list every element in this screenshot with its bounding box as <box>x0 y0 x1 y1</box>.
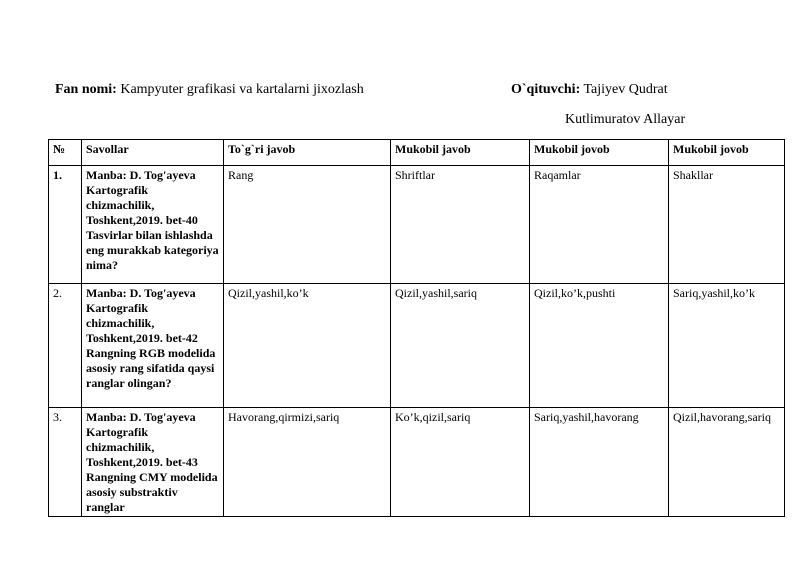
question-cell: Manba: D. Tog'ayeva Kartografik chizmachilik, Toshkent,2019. bet-40 Tasvirlar bilan ishlashda eng murakkab kategoriya nima? <box>82 166 224 284</box>
questions-table <box>48 139 785 517</box>
subject-line <box>55 81 364 98</box>
header-correct-answer: To`g`ri javob <box>224 140 391 166</box>
alt-answer-cell: Shakllar <box>669 166 785 284</box>
table-row <box>49 166 785 284</box>
question-cell: Manba: D. Tog'ayeva Kartografik chizmachilik, Toshkent,2019. bet-43 Rangning CMY modelida asosiy substraktiv ranglar <box>82 408 224 517</box>
alt-answer-cell: Qizil,yashil,sariq <box>391 284 530 408</box>
header-alt-answer-3: Mukobil jovob <box>669 140 785 166</box>
alt-answer-cell: Raqamlar <box>530 166 669 284</box>
teacher-line <box>511 81 668 98</box>
correct-answer-cell: Qizil,yashil,ko’k <box>224 284 391 408</box>
correct-answer-cell: Rang <box>224 166 391 284</box>
alt-answer-cell: Sariq,yashil,havorang <box>530 408 669 517</box>
header-alt-answer-1: Mukobil javob <box>391 140 530 166</box>
row-number: 1. <box>49 166 82 284</box>
alt-answer-cell: Qizil,ko’k,pushti <box>530 284 669 408</box>
table-row <box>49 408 785 517</box>
alt-answer-cell: Ko’k,qizil,sariq <box>391 408 530 517</box>
alt-answer-cell: Sariq,yashil,ko’k <box>669 284 785 408</box>
correct-answer-cell: Havorang,qirmizi,sariq <box>224 408 391 517</box>
alt-answer-cell: Qizil,havorang,sariq <box>669 408 785 517</box>
table-row <box>49 284 785 408</box>
teacher-line-2: Kutlimuratov Allayar <box>565 112 686 127</box>
teacher-label: O`qituvchi: <box>511 82 581 97</box>
alt-answer-cell: Shriftlar <box>391 166 530 284</box>
subject-value: Kampyuter grafikasi va kartalarni jixozlash <box>116 82 364 97</box>
row-number: 2. <box>49 284 82 408</box>
subject-label: Fan nomi: <box>55 82 117 97</box>
header-alt-answer-2: Mukobil jovob <box>530 140 669 166</box>
table-header-row <box>49 140 785 166</box>
row-number: 3. <box>49 408 82 517</box>
question-cell: Manba: D. Tog'ayeva Kartografik chizmachilik, Toshkent,2019. bet-42 Rangning RGB modelida asosiy rang sifatida qaysi ranglar olingan? <box>82 284 224 408</box>
header-number: № <box>49 140 82 166</box>
header-questions: Savollar <box>82 140 224 166</box>
teacher-value: Tajiyev Qudrat <box>580 82 668 97</box>
